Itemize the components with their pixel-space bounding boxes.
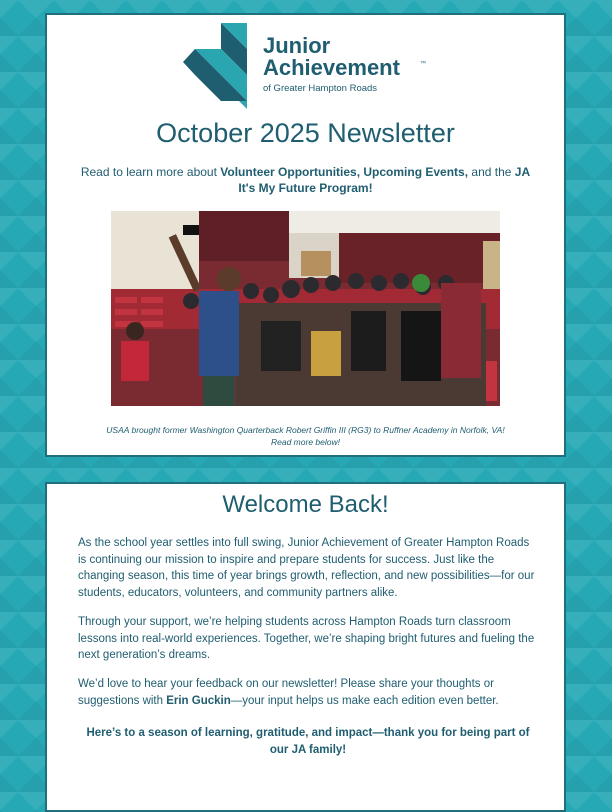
welcome-paragraph-1: As the school year settles into full swing, Junior Achievement of Greater Hampton Roads is continuing our mission to inspire and prepare students for success. Just like the changing season, this time of year brings growth, reflection, and new possibilities—for our students, educators, volunteers, and community partners alike. — [78, 537, 535, 599]
logo-wordmark — [263, 35, 400, 96]
newsletter-title: October 2025 Newsletter — [156, 118, 455, 148]
intro-text — [77, 164, 534, 196]
logo-line-achievement: Achievement — [263, 55, 400, 80]
logo-line-region: of Greater Hampton Roads — [263, 83, 378, 94]
welcome-title: Welcome Back! — [222, 491, 389, 518]
welcome-card — [45, 482, 566, 812]
erin-guckin-link[interactable]: Erin Guckin — [166, 694, 231, 707]
logo-line-junior: Junior — [263, 33, 331, 58]
feedback-prefix: We’d love to hear your feedback on our newsletter! Please share your thoughts or suggestions with — [78, 678, 494, 707]
photo-illustration — [111, 211, 500, 406]
closing-message: Here’s to a season of learning, gratitude, and impact—thank you for being part of our JA family! — [86, 727, 530, 756]
intro-mid: and the — [468, 165, 515, 179]
photo-caption — [77, 424, 534, 448]
intro-prefix: Read to learn more about — [80, 165, 221, 179]
group-selfie-photo — [111, 211, 500, 406]
newsletter-header-card — [45, 13, 566, 457]
welcome-paragraph-2: Through your support, we’re helping students across Hampton Roads turn classroom lessons into real-world experiences. Together, we’re shaping bright futures and fueling the next generation’s dreams. — [78, 616, 535, 661]
its-my-future-link[interactable]: JA It's My Future Program! — [238, 165, 531, 195]
feedback-suffix: —your input helps us make each edition even better. — [230, 694, 499, 707]
volunteer-events-link[interactable]: Volunteer Opportunities, Upcoming Events, — [220, 165, 469, 179]
welcome-paragraph-3 — [78, 676, 538, 709]
trademark-symbol: ™ — [420, 61, 426, 67]
caption-line2: Read more below! — [271, 437, 340, 447]
ja-logo[interactable] — [183, 21, 433, 113]
ja-diamond-logo-icon — [183, 21, 258, 111]
caption-line1: USAA brought former Washington Quarterback Robert Griffin III (RG3) to Ruffner Academy in Norfolk, VA! — [106, 425, 505, 435]
